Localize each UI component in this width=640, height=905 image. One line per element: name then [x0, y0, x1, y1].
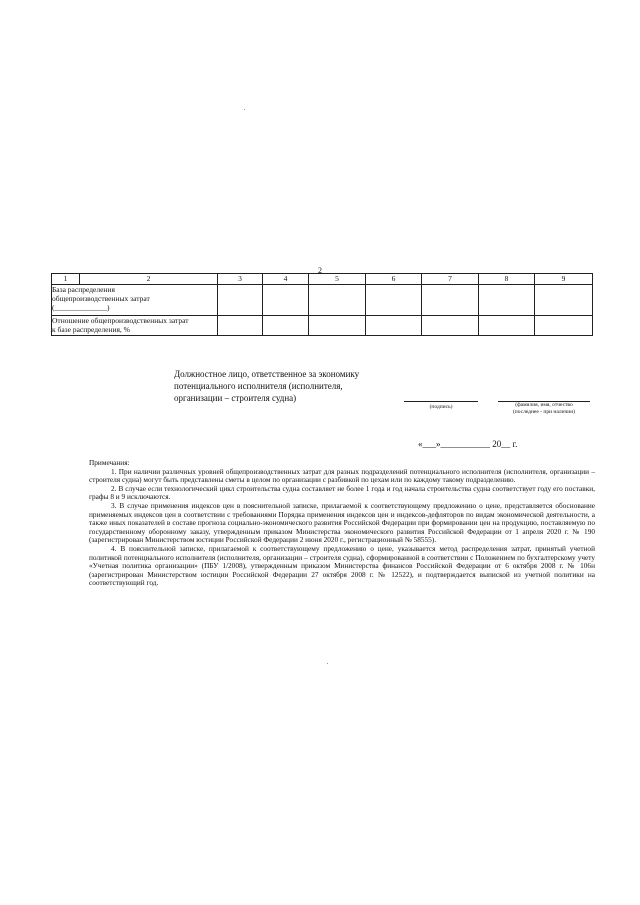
table-header-cell: 4 — [263, 274, 309, 285]
notes-section — [89, 459, 595, 588]
table-header-cell: 2 — [80, 274, 218, 285]
table-cell — [366, 285, 422, 316]
table-cell — [309, 316, 366, 336]
date-field: «___»___________ 20__ г. — [418, 439, 518, 449]
signature-line — [404, 401, 478, 402]
table-header-cell: 7 — [422, 274, 479, 285]
scan-speck — [244, 109, 245, 110]
table-cell — [218, 316, 263, 336]
table-cell — [535, 316, 593, 336]
table-cell — [422, 316, 479, 336]
row-label-line: Отношение общепроизводственных затрат — [52, 316, 189, 325]
table-cell — [479, 285, 535, 316]
table-header-cell: 8 — [479, 274, 535, 285]
table-header-cell: 1 — [52, 274, 80, 285]
signature-caption: (подпись) — [429, 404, 453, 410]
table-cell — [218, 285, 263, 316]
responsible-person-block — [174, 368, 414, 404]
notes-title: Примечания: — [89, 458, 130, 467]
note-item: 2. В случае если технологический цикл строительства судна составляет не более 1 года и год начала строительства судна соответствует году его поставки, графы 8 и 9 исключаются. — [89, 483, 595, 502]
cost-table — [51, 273, 593, 336]
page-number: 2 — [318, 266, 322, 275]
table-cell — [309, 285, 366, 316]
table-cell — [479, 316, 535, 336]
row-label-ratio — [52, 316, 218, 336]
row-label-line: общепроизводственных затрат — [52, 294, 150, 303]
name-caption — [496, 402, 592, 416]
signature-text-line: организации – строителя судна) — [174, 393, 297, 403]
row-label-line: (______________) — [52, 303, 110, 312]
name-caption-line: (последнее - при наличии) — [512, 409, 576, 415]
row-label-base — [52, 285, 218, 316]
table-header-row — [52, 274, 593, 285]
signature-text-line: Должностное лицо, ответственное за экономику — [174, 369, 360, 379]
note-item: 4. В пояснительной записке, прилагаемой к соответствующему предложению о цене, указывается метод распределения затрат, принятый учетной политикой потенциального исполнителя (исполнителя, организации – строителя судна), сформированной в соответствии с Положением по бухгалтерскому учету «Учетная политика организации» (ПБУ 1/2008), утвержденным приказом Министерства финансов Российской Федерации от 6 октября 2008 г. № 106н (зарегистрирован Министерством юстиции Российской Федерации 27 октября 2008 г. № 12522), и подтверждается выпиской из учетной политики на соответствующий год. — [89, 543, 595, 588]
table-cell — [422, 285, 479, 316]
table-header-cell: 6 — [366, 274, 422, 285]
table-header-cell: 5 — [309, 274, 366, 285]
signature-text-line: потенциального исполнителя (исполнителя, — [174, 381, 343, 391]
row-label-line: к базе распределения, % — [52, 325, 130, 334]
scan-speck — [327, 663, 328, 664]
table-row — [52, 285, 593, 316]
table-header-cell: 3 — [218, 274, 263, 285]
table-cell — [366, 316, 422, 336]
note-item: 3. В случае применения индексов цен в пояснительной записке, прилагаемой к соответствующему предложению о цене, представляется обоснование применяемых индексов цен в соответствии с требованиями Порядка применения индексов цен и индексов-дефляторов по видам экономической деятельности, а также иных показателей в составе прогноза социально-экономического развития Российской Федерации при формировании цен на продукцию, поставляемую по государственному оборонному заказу, утвержденным приказом Министерства экономического развития Российской Федерации от 1 апреля 2020 г. № 190 (зарегистрирован Министерством юстиции Российской Федерации 2 июня 2020 г., регистрационный № 58555). — [89, 500, 595, 545]
table-cell — [535, 285, 593, 316]
table-cell — [263, 285, 309, 316]
name-caption-line: (фамилия, имя, отчество — [515, 402, 573, 408]
table-header-cell: 9 — [535, 274, 593, 285]
row-label-line: База распределения — [52, 285, 115, 294]
table-row — [52, 316, 593, 336]
table-cell — [263, 316, 309, 336]
note-item: 1. При наличии различных уровней общепроизводственных затрат для разных подразделений потенциального исполнителя (исполнителя, организации – строителя судна) могут быть представлены сметы в целом по организации с разбивкой по цехам или по каждому такому подразделению. — [89, 466, 595, 485]
